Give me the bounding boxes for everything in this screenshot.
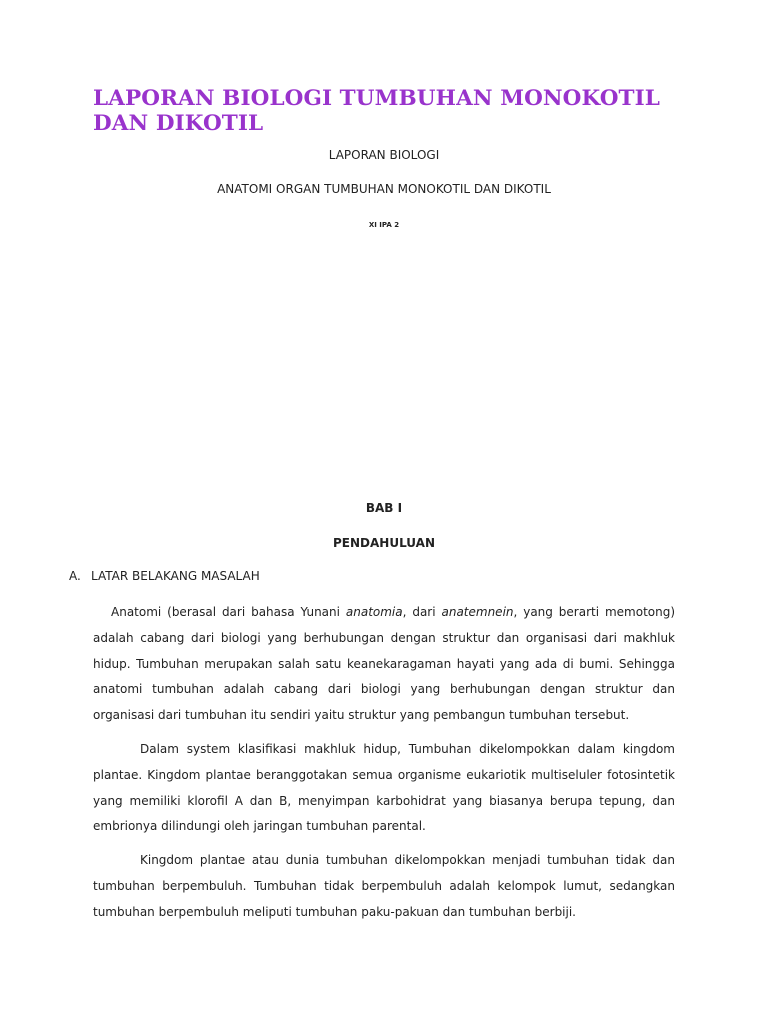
report-topic: ANATOMI ORGAN TUMBUHAN MONOKOTIL DAN DIKOTIL	[217, 182, 551, 196]
section-heading	[69, 569, 260, 583]
paragraph-klasifikasi: Dalam system klasifikasi makhluk hidup, Tumbuhan dikelompokkan dalam kingdom plantae. Kingdom plantae beranggotakan semua organisme eukariotik multiseluler fotosintetik yang memiliki klorofil A dan B, menyimpan karbohidrat yang biasanya berupa tepung, dan embrionya dilindungi oleh jaringan tumbuhan parental.	[93, 742, 675, 834]
report-subtitle: LAPORAN BIOLOGI	[328, 148, 440, 162]
section-letter: A.	[69, 569, 81, 583]
term-anatemnein: anatemnein	[441, 605, 514, 619]
paragraph-mid: , dari	[402, 605, 442, 619]
paragraph-rest: , yang berarti memotong) adalah cabang dari biologi yang berhubungan dengan struktur dan organisasi dari makhluk hidup. Tumbuhan merupakan salah satu keanekaragaman hayati yang ada di bumi. Sehingga anatomi tumbuhan adalah cabang dari biologi yang berhubungan dengan struktur dan organisasi dari tumbuhan itu sendiri yaitu struktur yang pembangun tumbuhan tersebut.	[93, 605, 676, 723]
chapter-heading: BAB I	[365, 501, 403, 515]
term-anatomia: anatomia	[345, 605, 403, 619]
section-title: LATAR BELAKANG MASALAH	[91, 569, 260, 583]
paragraph-lead: Anatomi (berasal dari bahasa Yunani	[111, 605, 346, 619]
paragraph-anatomi	[93, 600, 675, 729]
paragraph-kingdom-plantae: Kingdom plantae atau dunia tumbuhan dikelompokkan menjadi tumbuhan tidak dan tumbuhan berpembuluh. Tumbuhan tidak berpembuluh adalah kelompok lumut, sedangkan tumbuhan berpembuluh meliputi tumbuhan paku-pakuan dan tumbuhan berbiji.	[93, 853, 675, 919]
chapter-title: PENDAHULUAN	[333, 536, 435, 550]
class-label: XI IPA 2	[368, 221, 400, 229]
document-title: LAPORAN BIOLOGI TUMBUHAN MONOKOTIL DAN DIKOTIL	[93, 86, 661, 136]
